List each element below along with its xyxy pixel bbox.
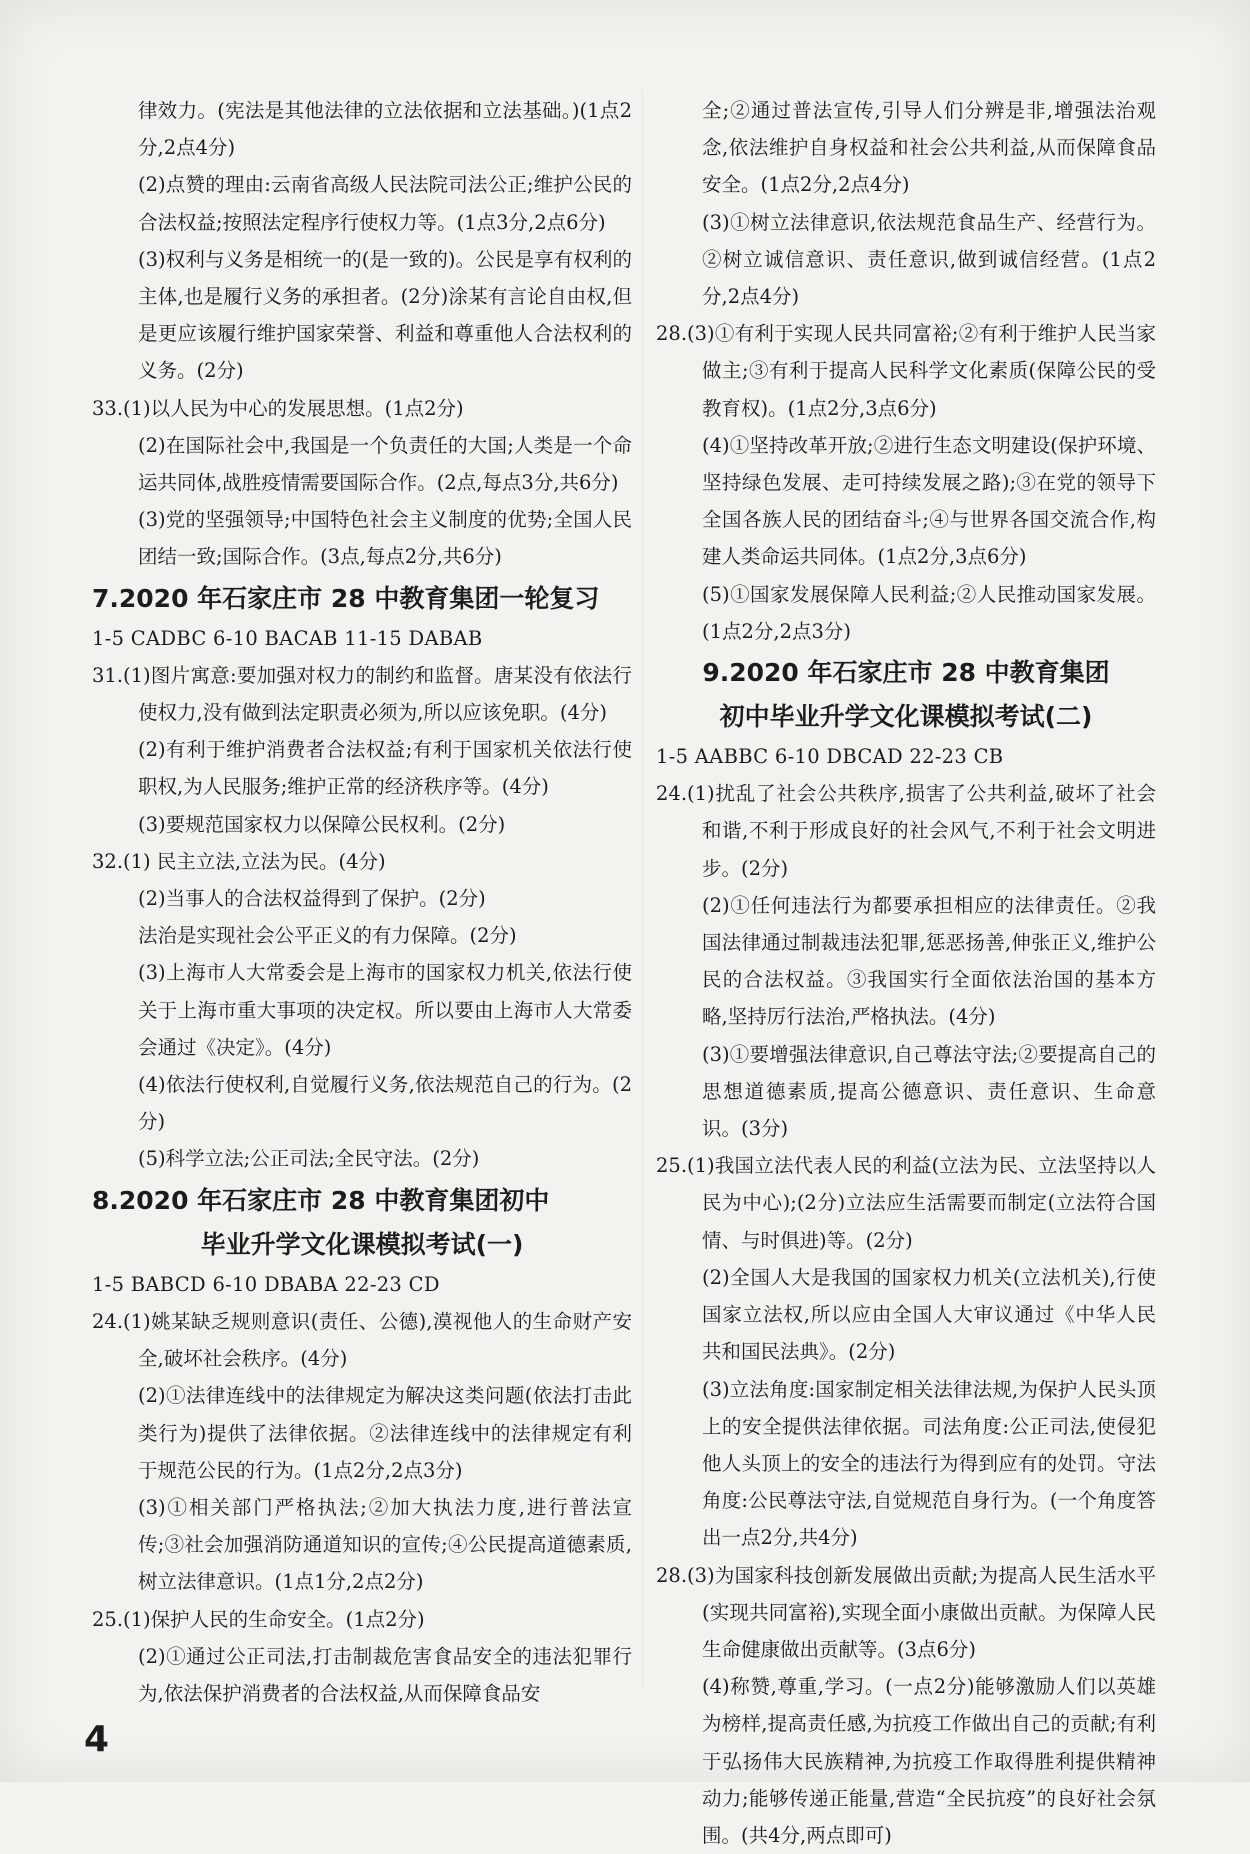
answer-text: (5)科学立法;公正司法;全民守法。(2分) [138,1147,480,1171]
question-answer: 24.(1)姚某缺乏规则意识(责任、公德),漠视他人的生命财产安全,破坏社会秩序。(4分) [92,1309,632,1371]
answer-text: (3)①要增强法律意识,自己尊法守法;②要提高自己的思想道德素质,提高公德意识、责任意识、生命意识。(3分) [702,1042,1156,1141]
section-8-title-line1: 8.2020 年石家庄市 28 中教育集团初中 [92,1185,550,1215]
question-answer: 28.(3)①有利于实现人民共同富裕;②有利于维护人民当家做主;③有利于提高人民科学文化素质(保障公民的受教育权)。(1点2分,3点6分) [656,322,1156,420]
page-number: 4 [84,1719,110,1760]
answer-text: (2)在国际社会中,我国是一个负责任的大国;人类是一个命运共同体,战胜疫情需要国际合作。(2点,每点3分,共6分) [138,433,632,495]
answer-text: 全;②通过普法宣传,引导人们分辨是非,增强法治观念,依法维护自身权益和社会公共利益,从而保障食品安全。(1点2分,2点4分) [702,99,1156,197]
answer-text: (3)①树立法律意识,依法规范食品生产、经营行为。②树立诚信意识、责任意识,做到诚信经营。(1点2分,2点4分) [702,210,1156,309]
left-column [92,92,632,1712]
question-answer: 25.(1)保护人民的生命安全。(1点2分) [92,1607,425,1631]
answer-text: (4)①坚持改革开放;②进行生态文明建设(保护环境、坚持绿色发展、走可持续发展之路);③在党的领导下全国各族人民的团结奋斗;④与世界各国交流合作,构建人类命运共同体。(1点2分,3点6分) [702,433,1156,569]
answer-text: (2)当事人的合法权益得到了保护。(2分) [138,887,486,911]
column-divider [642,90,643,1690]
section-7-title: 7.2020 年石家庄市 28 中教育集团一轮复习 [92,583,600,613]
question-answer: 28.(3)为国家科技创新发展做出贡献;为提高人民生活水平(实现共同富裕),实现全面小康做出贡献。为保障人民生命健康做出贡献等。(3点6分) [656,1563,1156,1661]
answer-text: (5)①国家发展保障人民利益;②人民推动国家发展。(1点2分,2点3分) [702,582,1156,643]
answer-text: (4)依法行使权利,自觉履行义务,依法规范自己的行为。(2分) [138,1073,632,1134]
answer-text: (3)党的坚强领导;中国特色社会主义制度的优势;全国人民团结一致;国际合作。(3点,每点2分,共6分) [138,508,632,569]
question-answer: 25.(1)我国立法代表人民的利益(立法为民、立法坚持以人民为中心);(2分)立法应生活需要而制定(立法符合国情、与时俱进)等。(2分) [656,1154,1156,1252]
answer-text: (3)①相关部门严格执法;②加大执法力度,进行普法宣传;③社会加强消防通道知识的宣传;④公民提高道德素质,树立法律意识。(1点1分,2点2分) [138,1495,632,1594]
answer-text: (4)称赞,尊重,学习。(一点2分)能够激励人们以英雄为榜样,提高责任感,为抗疫工作做出自己的贡献;有利于弘扬伟大民族精神,为抗疫工作取得胜利提供精神动力;能够传递正能量,营造“全民抗疫”的良好社会氛围。(共4分,两点即可) [702,1675,1156,1847]
answer-text: (3)上海市人大常委会是上海市的国家权力机关,依法行使关于上海市重大事项的决定权。所以要由上海市人大常委会通过《决定》。(4分) [138,961,632,1059]
answer-text: (2)全国人大是我国的国家权力机关(立法机关),行使国家立法权,所以应由全国人大审议通过《中华人民共和国民法典》。(2分) [702,1265,1156,1364]
question-answer: 31.(1)图片寓意:要加强对权力的制约和监督。唐某没有依法行使权力,没有做到法定职责必须为,所以应该免职。(4分) [92,663,632,725]
answer-text: (2)点赞的理由:云南省高级人民法院司法公正;维护公民的合法权益;按照法定程序行使权力等。(1点3分,2点6分) [138,173,632,234]
section-9-title-line1: 9.2020 年石家庄市 28 中教育集团 [702,658,1110,688]
answer-text: (3)权利与义务是相统一的(是一致的)。公民是享有权利的主体,也是履行义务的承担者。(2分)涂某有言论自由权,但是更应该履行维护国家荣誉、利益和尊重他人合法权利的义务。(2分) [138,247,632,383]
section-8-choice-answers: 1-5 BABCD 6-10 DBABA 22-23 CD [92,1272,440,1296]
section-8-title-line2: 毕业升学文化课模拟考试(一) [200,1229,524,1259]
answer-text: (2)①任何违法行为都要承担相应的法律责任。②我国法律通过制裁违法犯罪,惩恶扬善,伸张正义,维护公民的合法权益。③我国实行全面依法治国的基本方略,坚持厉行法治,严格执法。(4分) [702,893,1156,1029]
section-9-title-line2: 初中毕业升学文化课模拟考试(二) [719,702,1093,732]
answer-text: (3)要规范国家权力以保障公民权利。(2分) [138,812,506,836]
question-answer: 33.(1)以人民为中心的发展思想。(1点2分) [92,396,464,420]
right-column [656,92,1156,1854]
answer-text: (2)①法律连线中的法律规定为解决这类问题(依法打击此类行为)提供了法律依据。②法律连线中的法律规定有利于规范公民的行为。(1点2分,2点3分) [138,1384,632,1482]
answer-text: (3)立法角度:国家制定相关法律法规,为保护人民头顶上的安全提供法律依据。司法角度:公正司法,使侵犯他人头顶上的安全的违法行为得到应有的处罚。守法角度:公民尊法守法,自觉规范自身行为。(一个角度答出一点2分,共4分) [702,1377,1156,1550]
section-7-choice-answers: 1-5 CADBC 6-10 BACAB 11-15 DABAB [92,626,483,650]
question-answer: 32.(1) 民主立法,立法为民。(4分) [92,849,386,873]
answer-text: (2)①通过公正司法,打击制裁危害食品安全的违法犯罪行为,依法保护消费者的合法权益,从而保障食品安 [138,1644,632,1705]
answer-text: 律效力。(宪法是其他法律的立法依据和立法基础。)(1点2分,2点4分) [138,99,632,160]
question-answer: 24.(1)扰乱了社会公共秩序,损害了公共利益,破坏了社会和谐,不利于形成良好的社会风气,不利于社会文明进步。(2分) [656,782,1156,880]
answer-text: (2)有利于维护消费者合法权益;有利于国家机关依法行使职权,为人民服务;维护正常的经济秩序等。(4分) [138,738,632,799]
section-9-choice-answers: 1-5 AABBC 6-10 DBCAD 22-23 CB [656,745,1004,769]
answer-text: 法治是实现社会公平正义的有力保障。(2分) [138,924,517,948]
